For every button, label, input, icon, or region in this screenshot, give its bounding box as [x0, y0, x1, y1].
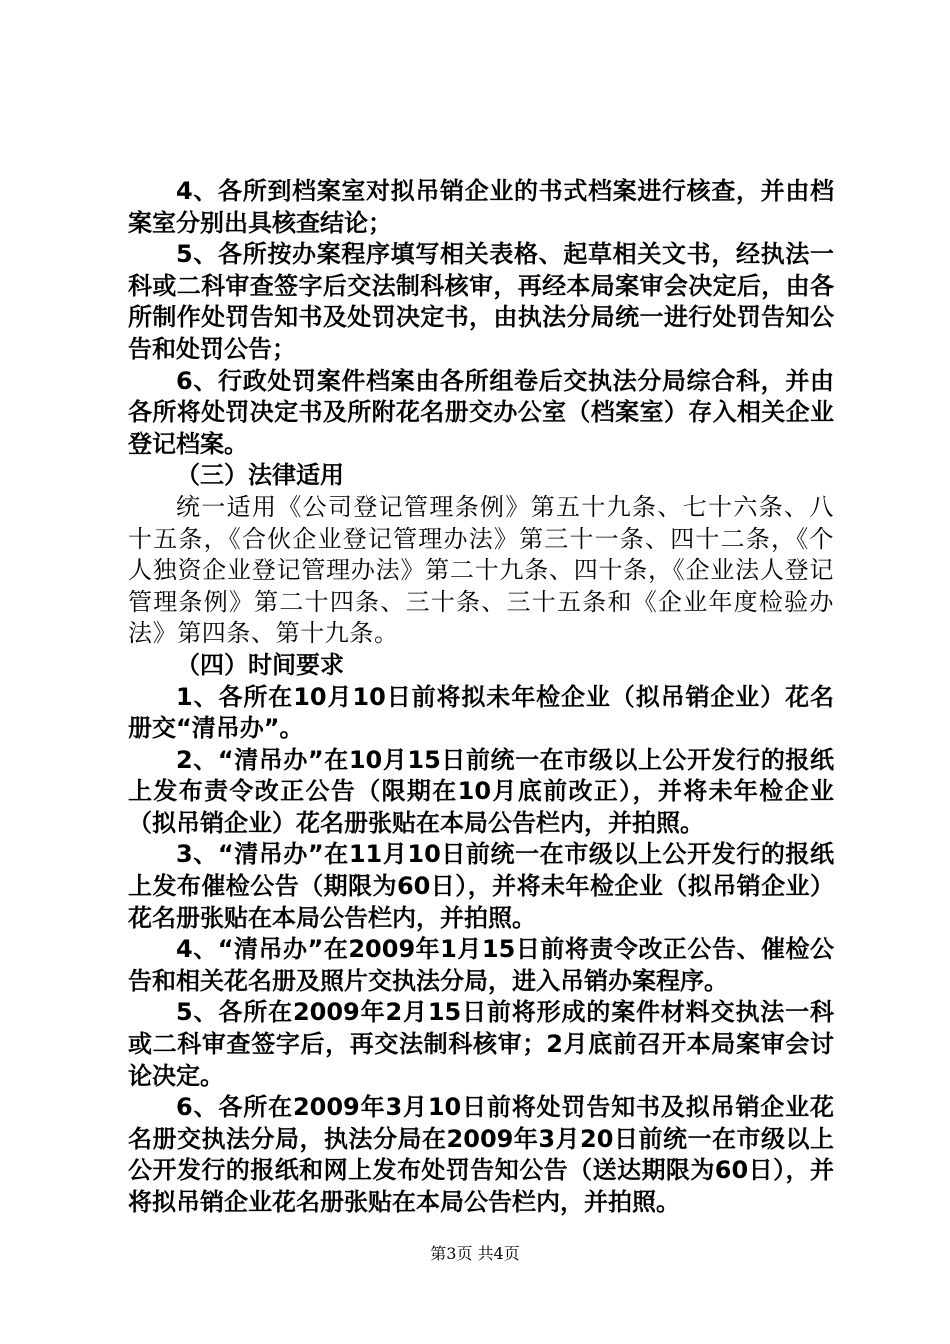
- paragraph-time-item-3: 3、“清吊办”在11月10日前统一在市级以上公开发行的报纸上发布催检公告（期限为60日），并将未年检企业（拟吊销企业）花名册张贴在本局公告栏内，并拍照。: [128, 840, 834, 932]
- document-body: [128, 176, 834, 1219]
- paragraph-legal-basis: 统一适用《公司登记管理条例》第五十九条、七十六条、八十五条，《合伙企业登记管理办法》第三十一条、四十二条，《个人独资企业登记管理办法》第二十九条、四十条，《企业法人登记管理条例》第二十四条、三十条、三十五条和《企业年度检验办法》第四条、第十九条。: [128, 492, 834, 648]
- section-heading-time-requirements: （四）时间要求: [176, 650, 344, 679]
- section-heading-legal-application: （三）法律适用: [176, 461, 344, 490]
- paragraph-item-6-case-archive: 6、行政处罚案件档案由各所组卷后交执法分局综合科，并由各所将处罚决定书及所附花名册交办公室（档案室）存入相关企业登记档案。: [128, 366, 834, 458]
- paragraph-time-item-5: 5、各所在2009年2月15日前将形成的案件材料交执法一科或二科审查签字后，再交法制科核审；2月底前召开本局案审会讨论决定。: [128, 998, 834, 1090]
- paragraph-time-item-2: 2、“清吊办”在10月15日前统一在市级以上公开发行的报纸上发布责令改正公告（限期在10月底前改正），并将未年检企业（拟吊销企业）花名册张贴在本局公告栏内，并拍照。: [128, 745, 834, 837]
- paragraph-item-5-case-procedure: 5、各所按办案程序填写相关表格、起草相关文书，经执法一科或二科审查签字后交法制科核审，再经本局案审会决定后，由各所制作处罚告知书及处罚决定书，由执法分局统一进行处罚告知公告和处罚公告；: [128, 240, 834, 363]
- paragraph-time-item-4: 4、“清吊办”在2009年1月15日前将责令改正公告、催检公告和相关花名册及照片交执法分局，进入吊销办案程序。: [128, 935, 834, 995]
- page-number-footer: 第3页 共4页: [430, 1244, 520, 1263]
- paragraph-time-item-1: 1、各所在10月10日前将拟未年检企业（拟吊销企业）花名册交“清吊办”。: [128, 682, 834, 743]
- paragraph-item-4-archive-check: 4、各所到档案室对拟吊销企业的书式档案进行核查，并由档案室分别出具核查结论；: [128, 177, 834, 237]
- paragraph-time-item-6: 6、各所在2009年3月10日前将处罚告知书及拟吊销企业花名册交执法分局，执法分局在2009年3月20日前统一在市级以上公开发行的报纸和网上发布处罚告知公告（送达期限为60日），并将拟吊销企业花名册张贴在本局公告栏内，并拍照。: [128, 1093, 834, 1216]
